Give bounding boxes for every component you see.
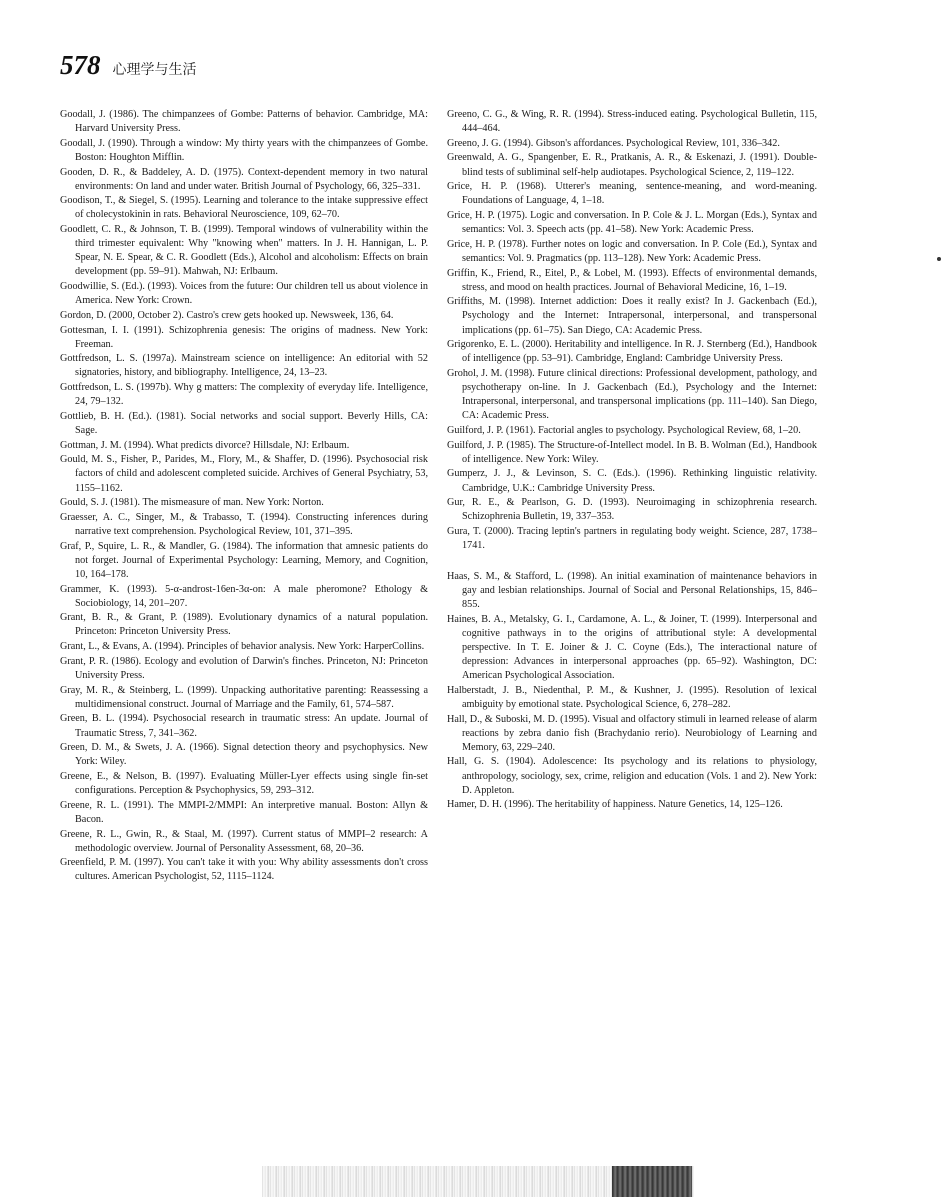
reference-entry: Griffin, K., Friend, R., Eitel, P., & Lobel, M. (1993). Effects of environmental demands, stress, and mood on health practices. Journal of Behavioral Medicine, 16, 1–19.: [447, 267, 817, 293]
reference-entry: Gumperz, J. J., & Levinson, S. C. (Eds.). (1996). Rethinking linguistic relativity. Cambridge, U.K.: Cambridge University Press.: [447, 468, 817, 494]
reference-entry: Green, B. L. (1994). Psychosocial research in traumatic stress: An update. Journal of Traumatic Stress, 7, 341–362.: [60, 713, 428, 739]
scan-speck: [937, 257, 941, 261]
reference-entry: Grohol, J. M. (1998). Future clinical directions: Professional development, pathology, and psychotherapy on-line. In J. Gackenbach (Ed.), Psychology and the Internet: Intrapersonal, interpersonal, and transpersonal implications (pp. 111–140). San Diego, CA: Academic Press.: [447, 368, 817, 422]
reference-entry: Gottfredson, L. S. (1997a). Mainstream science on intelligence: An editorial with 52 signatories, history, and bibliography. Intelligence, 24, 13–23.: [60, 353, 428, 379]
reference-column-left: [60, 108, 428, 885]
reference-entry: Gray, M. R., & Steinberg, L. (1999). Unpacking authoritative parenting: Reassessing a multidimensional construct. Journal of Marriage and the Family, 61, 574–587.: [60, 684, 428, 710]
reference-entry: Haas, S. M., & Stafford, L. (1998). An initial examination of maintenance behaviors in gay and lesbian relationships. Journal of Social and Personal Relationships, 15, 846–855.: [447, 570, 817, 610]
reference-entry: Gur, R. E., & Pearlson, G. D. (1993). Neuroimaging in schizophrenia research. Schizophrenia Bulletin, 19, 337–353.: [447, 497, 817, 523]
reference-entry: Grice, H. P. (1975). Logic and conversation. In P. Cole & J. L. Morgan (Eds.), Syntax and semantics: Vol. 3. Speech acts (pp. 41–58). New York: Academic Press.: [447, 210, 817, 236]
reference-entry: Greene, E., & Nelson, B. (1997). Evaluating Müller-Lyer effects using single fin-set configurations. Perception & Psychophysics, 59, 293–312.: [60, 770, 428, 797]
reference-entry: Gooden, D. R., & Baddeley, A. D. (1975). Context-dependent memory in two natural environments: On land and under water. British Journal of Psychology, 66, 325–331.: [60, 166, 428, 192]
reference-entry: Hall, G. S. (1904). Adolescence: Its psychology and its relations to physiology, anthropology, sociology, sex, crime, religion and education (Vols. 1 and 2). New York: D. Appleton.: [447, 756, 817, 796]
reference-entry: Grant, B. R., & Grant, P. (1989). Evolutionary dynamics of a natural population. Princeton: Princeton University Press.: [60, 612, 428, 638]
reference-entry: Grigorenko, E. L. (2000). Heritability and intelligence. In R. J. Sternberg (Ed.), Handbook of intelligence (pp. 53–91). Cambridge, England: Cambridge University Press.: [447, 339, 817, 365]
reference-entry: Greene, R. L., Gwin, R., & Staal, M. (1997). Current status of MMPI–2 research: A methodologic overview. Journal of Personality Assessment, 68, 20–36.: [60, 828, 428, 854]
reference-entry: Gould, M. S., Fisher, P., Parides, M., Flory, M., & Shaffer, D. (1996). Psychosocial risk factors of child and adolescent completed suicide. Archives of General Psychiatry, 53, 1155–1162.: [60, 454, 428, 494]
reference-entry: Grant, P. R. (1986). Ecology and evolution of Darwin's finches. Princeton, NJ: Princeton University Press.: [60, 655, 428, 681]
reference-entry: Goodall, J. (1986). The chimpanzees of Gombe: Patterns of behavior. Cambridge, MA: Harvard University Press.: [60, 109, 428, 135]
reference-entry: Grammer, K. (1993). 5-α-androst-16en-3α-on: A male pheromone? Ethology & Sociobiology, 14, 201–207.: [60, 583, 428, 609]
scan-artifact-dark: [612, 1166, 692, 1197]
reference-entry: Gould, S. J. (1981). The mismeasure of man. New York: Norton.: [60, 497, 324, 509]
reference-entry: Gottfredson, L. S. (1997b). Why g matters: The complexity of everyday life. Intelligence, 24, 79–132.: [60, 382, 428, 408]
reference-entry: Goodison, T., & Siegel, S. (1995). Learning and tolerance to the intake suppressive effect of cholecystokinin in rats. Behavioral Neuroscience, 109, 62–70.: [60, 195, 428, 221]
reference-entry: Haines, B. A., Metalsky, G. I., Cardamone, A. L., & Joiner, T. (1999). Interpersonal and cognitive pathways in to the origins of attributional style: A developmental perspective. In T. E. Joiner & J. C. Coyne (Eds.), The interactional nature of depression: Advances in interpersonal approaches (pp. 65–92). Washington, DC: American Psychological Association.: [447, 613, 817, 682]
reference-entry: Gottesman, I. I. (1991). Schizophrenia genesis: The origins of madness. New York: Freeman.: [60, 324, 428, 350]
reference-entry: Grant, L., & Evans, A. (1994). Principles of behavior analysis. New York: HarperCollins.: [60, 641, 425, 653]
reference-entry: Greeno, J. G. (1994). Gibson's affordances. Psychological Review, 101, 336–342.: [447, 137, 780, 149]
section-gap: [447, 554, 817, 570]
reference-entry: Gordon, D. (2000, October 2). Castro's crew gets hooked up. Newsweek, 136, 64.: [60, 309, 394, 321]
reference-entry: Grice, H. P. (1968). Utterer's meaning, sentence-meaning, and word-meaning. Foundations of Language, 4, 1–18.: [447, 181, 817, 207]
reference-entry: Greeno, C. G., & Wing, R. R. (1994). Stress-induced eating. Psychological Bulletin, 115, 444–464.: [447, 109, 817, 135]
reference-column-right: [447, 108, 817, 813]
reference-entry: Gottman, J. M. (1994). What predicts divorce? Hillsdale, NJ: Erlbaum.: [60, 439, 350, 451]
reference-entry: Halberstadt, J. B., Niedenthal, P. M., & Kushner, J. (1995). Resolution of lexical ambiguity by emotional state. Psychological Science, 6, 278–282.: [447, 684, 817, 710]
reference-entry: Grice, H. P. (1978). Further notes on logic and conversation. In P. Cole (Ed.), Syntax and semantics: Vol. 9. Pragmatics (pp. 113–128). New York: Academic Press.: [447, 238, 817, 264]
reference-entry: Goodlett, C. R., & Johnson, T. B. (1999). Temporal windows of vulnerability within the third trimester equivalent: Why "knowing when" matters. In J. H. Hannigan, L. P. Spear, N. E. Spear, & C. R. Goodlett (Eds.), Alcohol and alcoholism: Effects on brain development (pp. 59–91). Mahwah, NJ: Erlbaum.: [60, 224, 428, 278]
reference-entry: Graf, P., Squire, L. R., & Mandler, G. (1984). The information that amnesic patients do not forget. Journal of Experimental Psychology: Learning, Memory, and Cognition, 10, 164–178.: [60, 540, 428, 580]
reference-entry: Green, D. M., & Swets, J. A. (1966). Signal detection theory and psychophysics. New York: Wiley.: [60, 742, 428, 768]
reference-entry: Goodall, J. (1990). Through a window: My thirty years with the chimpanzees of Gombe. Boston: Houghton Mifflin.: [60, 137, 428, 163]
reference-entry: Graesser, A. C., Singer, M., & Trabasso, T. (1994). Constructing inferences during narrative text comprehension. Psychological Review, 101, 371–395.: [60, 511, 428, 538]
reference-entry: Greene, R. L. (1991). The MMPI-2/MMPI: An interpretive manual. Boston: Allyn & Bacon.: [60, 799, 428, 825]
book-title: 心理学与生活: [112, 62, 197, 78]
reference-entry: Guilford, J. P. (1961). Factorial angles to psychology. Psychological Review, 68, 1–20.: [447, 425, 801, 436]
reference-entry: Hamer, D. H. (1996). The heritability of happiness. Nature Genetics, 14, 125–126.: [447, 799, 783, 811]
reference-entry: Griffiths, M. (1998). Internet addiction: Does it really exist? In J. Gackenbach (Ed.), Psychology and the Internet: Intrapersonal, interpersonal, and transpersonal implications (pp. 61–75). San Diego, CA: Academic Press.: [447, 296, 817, 336]
reference-entry: Greenfield, P. M. (1997). You can't take it with you: Why ability assessments don't cross cultures. American Psychologist, 52, 1115–1124.: [60, 857, 428, 883]
reference-entry: Guilford, J. P. (1985). The Structure-of-Intellect model. In B. B. Wolman (Ed.), Handbook of intelligence. New York: Wiley.: [447, 439, 817, 465]
reference-entry: Gottlieb, B. H. (Ed.). (1981). Social networks and social support. Beverly Hills, CA: Sage.: [60, 410, 428, 436]
reference-entry: Greenwald, A. G., Spangenber, E. R., Pratkanis, A. R., & Eskenazi, J. (1991). Double-blind tests of subliminal self-help audiotapes. Psychological Science, 2, 119–122.: [447, 152, 817, 178]
reference-entry: Hall, D., & Suboski, M. D. (1995). Visual and olfactory stimuli in learned release of alarm reactions by zebra danio fish (Brachydanio rerio). Neurobiology of Learning and Memory, 63, 229–240.: [447, 713, 817, 753]
page-number: 578: [60, 50, 101, 80]
reference-entry: Goodwillie, S. (Ed.). (1993). Voices from the future: Our children tell us about violence in America. New York: Crown.: [60, 281, 428, 307]
reference-entry: Gura, T. (2000). Tracing leptin's partners in regulating body weight. Science, 287, 1738–1741.: [447, 526, 817, 552]
page-header: [60, 50, 197, 84]
